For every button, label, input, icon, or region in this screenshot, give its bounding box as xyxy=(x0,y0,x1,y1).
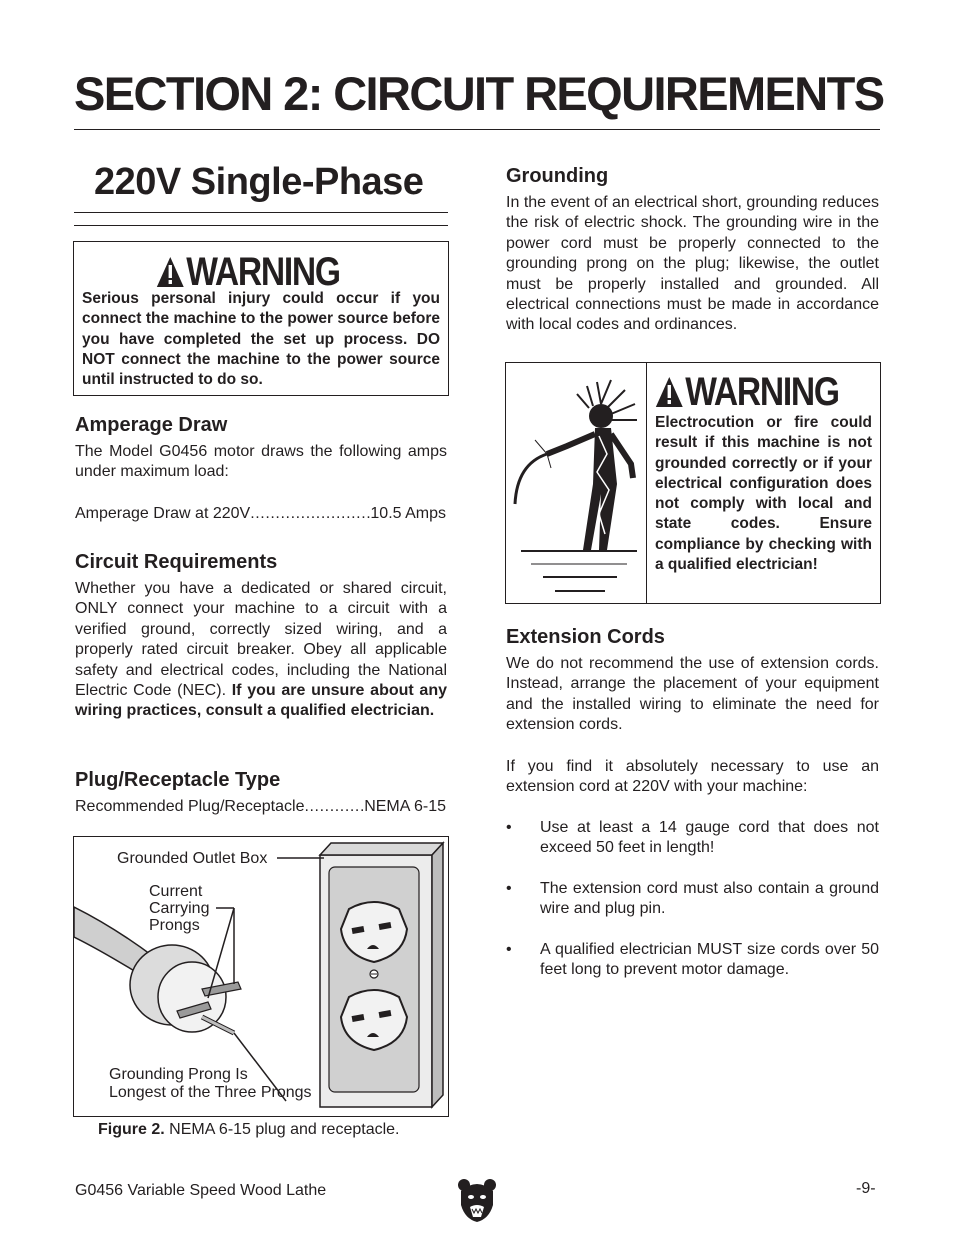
page-number: -9- xyxy=(856,1180,876,1197)
amperage-body: The Model G0456 motor draws the following amps under maximum load: xyxy=(75,443,447,481)
grounding-body: In the event of an electrical short, grounding reduces the risk of electric shock. The grounding wire in the power cord must be properly connected to the grounding prong on the plug; likewise, the outlet must be properly installed and grounded. All electrical connections must be made in accordance with local codes and ordinances. xyxy=(506,194,879,334)
label-grounding-line-1: Grounding Prong Is xyxy=(109,1066,248,1083)
circuit-body xyxy=(75,579,447,722)
bullet-text: Use at least a 14 gauge cord that does not exceed 50 feet in length! xyxy=(540,819,879,857)
extension-body-2: If you find it absolutely necessary to use an extension cord at 220V with your machine: xyxy=(506,758,879,796)
figure-plug-receptacle xyxy=(73,836,449,1117)
warning-box-electrocution xyxy=(505,362,881,604)
warning-text-power: Serious personal injury could occur if you connect the machine to the power source before you have completed the set up process. DO NOT connect the machine to the power source until instructed to do so. xyxy=(82,290,440,389)
bullet-text: The extension cord must also contain a ground wire and plug pin. xyxy=(540,880,879,918)
subtitle-rule-bottom xyxy=(74,225,448,226)
amperage-line-value: 10.5 Amps xyxy=(370,505,446,522)
warning-header-2 xyxy=(655,372,839,412)
heading-circuit-requirements: Circuit Requirements xyxy=(75,551,278,573)
warning-label: WARNING xyxy=(685,370,839,414)
extension-bullet-1 xyxy=(506,818,879,859)
circuit-body-bold: If you are unsure about any wiring practices, consult a qualified electrician. xyxy=(75,682,448,720)
bullet-text: A qualified electrician MUST size cords over 50 feet long to prevent motor damage. xyxy=(540,941,879,979)
bullet-dot: • xyxy=(506,880,512,897)
extension-bullet-2 xyxy=(506,879,879,920)
label-grounded-outlet-box: Grounded Outlet Box xyxy=(117,850,268,867)
label-grounding-line-2: Longest of the Three Prongs xyxy=(109,1084,312,1101)
heading-extension-cords: Extension Cords xyxy=(506,626,665,648)
label-current-line-1: Current xyxy=(149,883,203,900)
electrocution-figure-icon xyxy=(507,364,645,602)
section-title: SECTION 2: CIRCUIT REQUIREMENTS xyxy=(74,67,884,120)
figure-caption xyxy=(98,1120,400,1140)
plug-line-value: NEMA 6-15 xyxy=(364,798,446,815)
title-rule xyxy=(74,129,880,130)
label-current-line-3: Prongs xyxy=(149,917,200,934)
warning-text-electrocution: Electrocution or fire could result if this machine is not grounded correctly or if your electrical configuration does not comply with local and state codes. Ensure compliance by checking with a qualified electrician! xyxy=(655,414,872,574)
circuit-body-normal: Whether you have a dedicated or shared circuit, ONLY connect your machine to a circuit with a verified ground, correctly sized wiring, and a properly rated circuit breaker. Obey all applicable safety and electrical codes, including the National Electric Code (NEC). xyxy=(75,580,447,700)
extension-body-1: We do not recommend the use of extension cords. Instead, arrange the placement of your equipment and the installed wiring to eliminate the need for extension cords. xyxy=(506,655,879,734)
footer-title: G0456 Variable Speed Wood Lathe xyxy=(75,1182,327,1199)
subtitle: 220V Single-Phase xyxy=(94,161,424,203)
heading-grounding: Grounding xyxy=(506,165,609,187)
amperage-line xyxy=(75,504,446,524)
warning-triangle-icon xyxy=(156,256,185,288)
label-current-line-2: Carrying xyxy=(149,900,210,917)
plug-leader-dots xyxy=(304,797,364,817)
subtitle-rule-top xyxy=(74,212,448,213)
plug-line-label: Recommended Plug/Receptacle xyxy=(75,798,305,815)
extension-bullet-3 xyxy=(506,940,879,981)
amperage-leader-dots xyxy=(250,504,370,524)
caption-figure-number: Figure 2. xyxy=(98,1121,165,1138)
heading-plug-receptacle: Plug/Receptacle Type xyxy=(75,769,281,791)
warning-triangle-icon xyxy=(655,376,684,408)
bullet-dot: • xyxy=(506,941,512,958)
bear-head-logo-icon xyxy=(457,1177,497,1223)
warning-icon-divider xyxy=(646,363,647,603)
caption-text: NEMA 6-15 plug and receptacle. xyxy=(164,1121,400,1138)
amperage-line-label: Amperage Draw at 220V xyxy=(75,505,251,522)
heading-amperage-draw: Amperage Draw xyxy=(75,414,228,436)
warning-header xyxy=(156,252,340,292)
bullet-dot: • xyxy=(506,819,512,836)
warning-box-power xyxy=(73,241,449,396)
warning-label: WARNING xyxy=(186,250,340,294)
plug-line xyxy=(75,797,446,817)
